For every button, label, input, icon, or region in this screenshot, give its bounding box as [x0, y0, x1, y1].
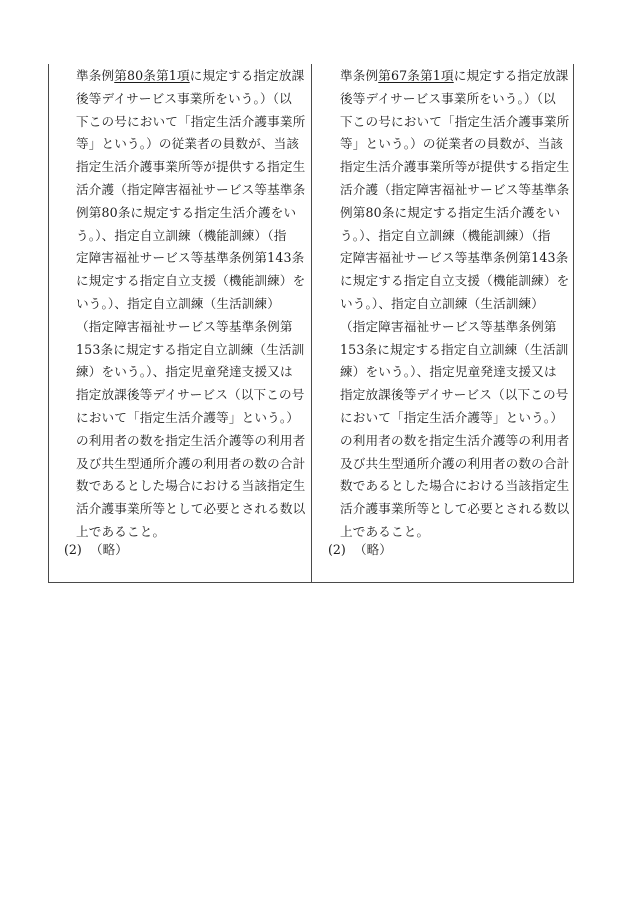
right-line: の利用者の数を指定生活介護等の利用者 — [340, 432, 570, 448]
left-line: 上であること。 — [76, 523, 166, 539]
right-line: 例第80条に規定する指定生活介護をい — [340, 204, 561, 220]
left-line: に規定する指定自立支援（機能訓練）を — [76, 273, 306, 289]
right-line: 定障害福祉サービス等基準条例第143条 — [340, 250, 569, 266]
left-line: 指定放課後等デイサービス（以下この号 — [76, 387, 305, 403]
right-line: 153条に規定する指定自立訓練（生活訓 — [340, 341, 569, 357]
left-line: 練）をいう。）、指定児童発達支援又は — [76, 364, 293, 380]
left-line: （指定障害福祉サービス等基準条例第 — [76, 318, 293, 334]
right-line: 活介護（指定障害福祉サービス等基準条 — [340, 181, 570, 197]
left-line: において「指定生活介護等」という。） — [76, 409, 300, 425]
left-line: の利用者の数を指定生活介護等の利用者 — [76, 432, 306, 448]
left-line-1: 準条例第80条第1項に規定する指定放課 — [76, 68, 305, 83]
right-line: 等」という。）の従業者の員数が、当該 — [340, 136, 564, 152]
right-line: 練）をいう。）、指定児童発達支援又は — [340, 364, 557, 380]
right-line: う。）、指定自立訓練（機能訓練）（指 — [340, 227, 551, 243]
left-column-text — [76, 65, 312, 544]
right-line: に規定する指定自立支援（機能訓練）を — [340, 273, 570, 289]
right-article-ref: 第67条 — [378, 68, 421, 83]
left-paragraph-ref: 第1項 — [156, 68, 190, 83]
right-line: （指定障害福祉サービス等基準条例第 — [340, 318, 557, 334]
left-line: 活介護（指定障害福祉サービス等基準条 — [76, 181, 306, 197]
left-line: 定障害福祉サービス等基準条例第143条 — [76, 250, 305, 266]
right-item-2 — [328, 539, 392, 562]
right-line-1: 準条例第67条第1項に規定する指定放課 — [340, 68, 569, 83]
right-line: において「指定生活介護等」という。） — [340, 409, 564, 425]
left-line: 等」という。）の従業者の員数が、当該 — [76, 136, 300, 152]
left-item-2 — [64, 539, 128, 562]
left-line: いう。）、指定自立訓練（生活訓練） — [76, 295, 281, 311]
right-line: 後等デイサービス事業所をいう。）（以 — [340, 90, 556, 106]
left-line: 及び共生型通所介護の利用者の数の合計 — [76, 455, 306, 471]
left-line: 下この号において「指定生活介護事業所 — [76, 113, 306, 129]
right-column-text — [340, 65, 576, 544]
right-paragraph-ref: 第1項 — [420, 68, 454, 83]
left-line: 指定生活介護事業所等が提供する指定生 — [76, 159, 306, 175]
right-line: 活介護事業所等として必要とされる数以 — [340, 501, 570, 517]
left-line: 後等デイサービス事業所をいう。）（以 — [76, 90, 292, 106]
left-line: 153条に規定する指定自立訓練（生活訓 — [76, 341, 305, 357]
left-article-ref: 第80条 — [114, 68, 157, 83]
right-line: 上であること。 — [340, 523, 430, 539]
right-line: いう。）、指定自立訓練（生活訓練） — [340, 295, 545, 311]
left-item-2-omitted: （略） — [90, 542, 128, 557]
right-line: 指定生活介護事業所等が提供する指定生 — [340, 159, 570, 175]
right-line: 及び共生型通所介護の利用者の数の合計 — [340, 455, 570, 471]
left-line: う。）、指定自立訓練（機能訓練）（指 — [76, 227, 287, 243]
left-line: 活介護事業所等として必要とされる数以 — [76, 501, 306, 517]
right-item-2-number: (2) — [328, 542, 346, 557]
left-line: 数であるとした場合における当該指定生 — [76, 478, 306, 494]
left-line: 例第80条に規定する指定生活介護をい — [76, 204, 297, 220]
right-line: 下この号において「指定生活介護事業所 — [340, 113, 570, 129]
right-line: 指定放課後等デイサービス（以下この号 — [340, 387, 569, 403]
right-item-2-omitted: （略） — [354, 542, 392, 557]
left-item-2-number: (2) — [64, 542, 82, 557]
right-line: 数であるとした場合における当該指定生 — [340, 478, 570, 494]
